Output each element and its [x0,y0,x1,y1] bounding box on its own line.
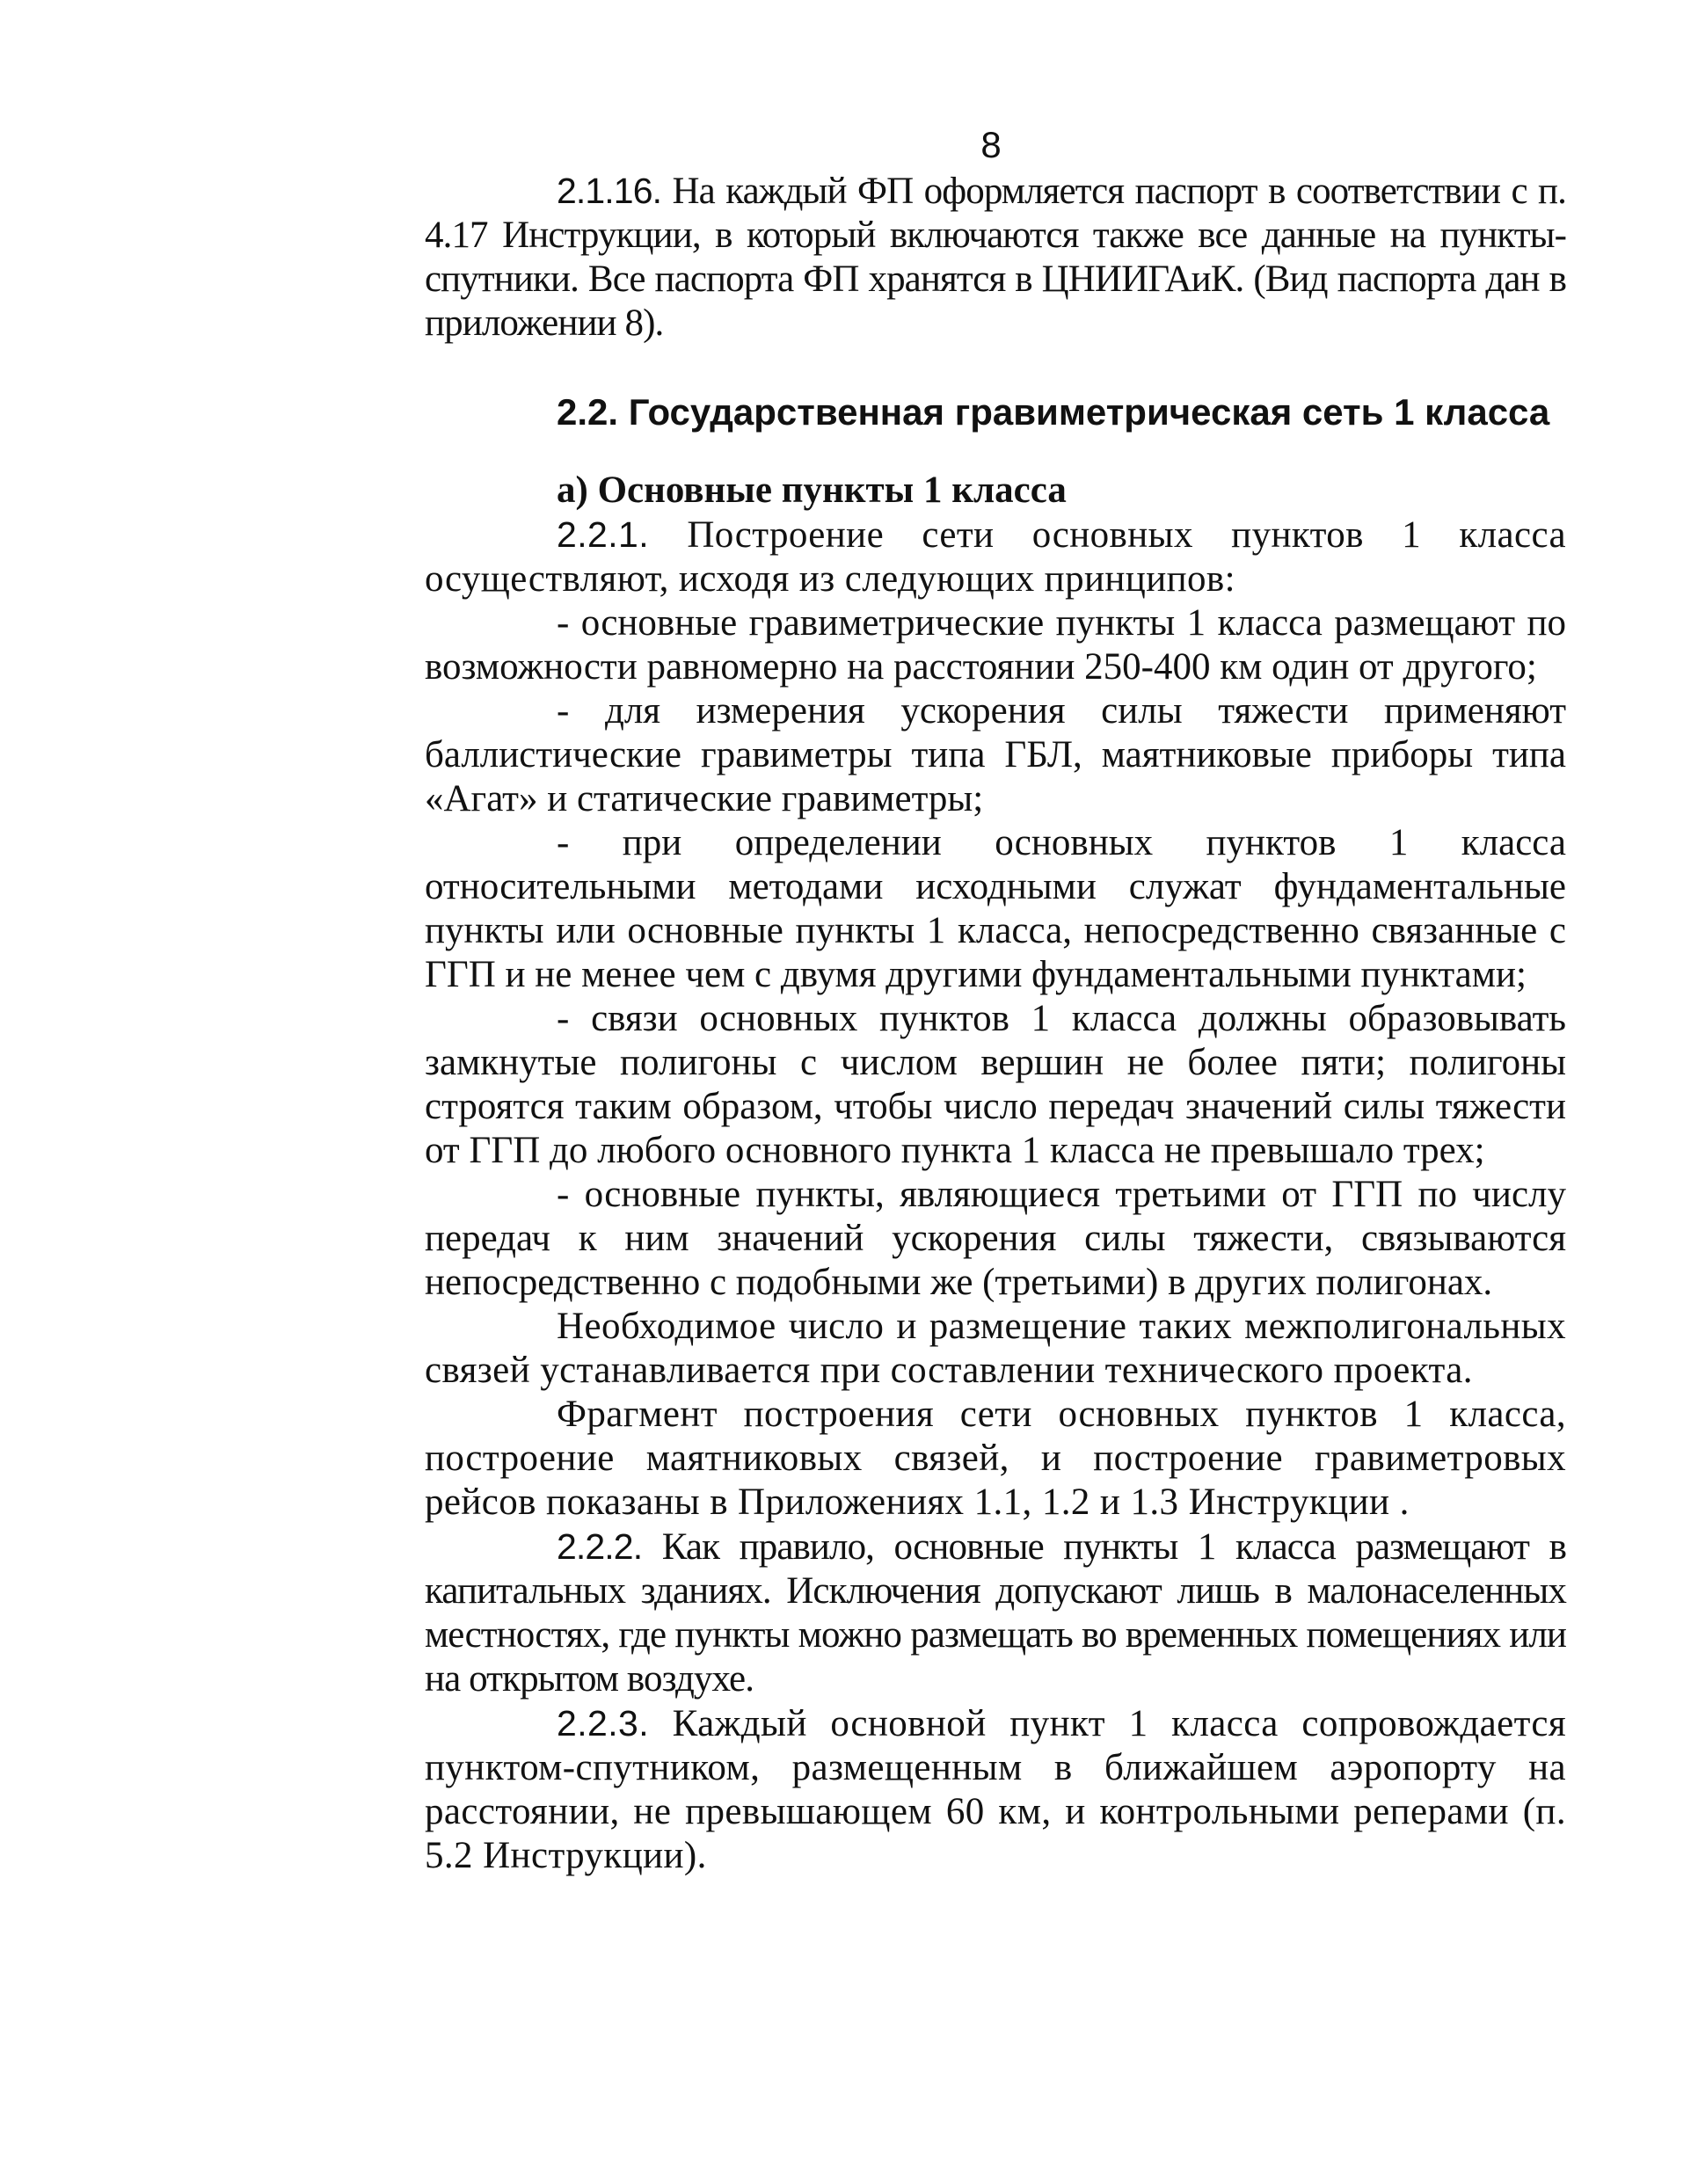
page-content [425,123,1566,1878]
list-item: - для измерения ускорения силы тяжести применяют баллистические гравиметры типа ГБЛ, маятниковые приборы типа «Агат» и статические гравиметры; [425,690,1566,819]
clause-number: 2.1.16. [557,171,662,211]
paragraph-text: Каждый основной пункт 1 класса сопровождается пунктом-спутником, размещенным в ближайшем аэропорту на расстоянии, не превышающем 60 км, и контрольными реперами (п. 5.2 Инструкции). [425,1703,1566,1876]
paragraph-2-2-1 [425,513,1566,601]
paragraph-text: На каждый ФП оформляется паспорт в соответствии с п. 4.17 Инструкции, в который включаются также все данные на пункты-спутники. Все паспорта ФП хранятся в ЦНИИГАиК. (Вид паспорта дан в приложении 8). [425,171,1567,344]
list-item: - основные гравиметрические пункты 1 класса размещают по возможности равномерно на расстоянии 250-400 км один от другого; [425,602,1566,688]
clause-number: 2.2.2. [557,1526,643,1567]
paragraph-text: Как правило, основные пункты 1 класса размещают в капитальных зданиях. Исключения допускают лишь в малонаселенных местностях, где пункты можно размещать во временных помещениях или на открытом воздухе. [425,1526,1566,1700]
clause-number: 2.2.3. [557,1703,649,1744]
paragraph-text: Построение сети основных пунктов 1 класса осуществляют, исходя из следующих принципов: [425,514,1567,600]
list-item: - основные пункты, являющиеся третьими от ГГП по числу передач к ним значений ускорения силы тяжести, связываются непосредственно с подобными же (третьими) в других полигонах. [425,1174,1566,1303]
paragraph-2-1-16 [425,169,1566,346]
list-item: - связи основных пунктов 1 класса должны образовывать замкнутые полигоны с числом вершин не более пяти; полигоны строятся таким образом, чтобы число передач значений силы тяжести от ГГП до любого основного пункта 1 класса не превышало трех; [425,998,1566,1171]
paragraph-fragment: Фрагмент построения сети основных пунктов 1 класса, построение маятниковых связей, и построение гравиметровых рейсов показаны в Приложениях 1.1, 1.2 и 1.3 Инструкции . [425,1394,1566,1523]
section-heading: 2.2. Государственная гравиметрическая сеть 1 класса [557,391,1550,433]
paragraph-2-2-3 [425,1701,1566,1878]
list-item: - при определении основных пунктов 1 класса относительными методами исходными служат фундаментальные пункты или основные пункты 1 класса, непосредственно связанные с ГГП и не менее чем с двумя другими фундаментальными пунктами; [425,822,1566,995]
paragraph-2-2-2 [425,1525,1566,1701]
paragraph-interpolygon: Необходимое число и размещение таких межполигональных связей устанавливается при составлении технического проекта. [425,1306,1566,1391]
clause-number: 2.2.1. [557,514,649,555]
subsection-heading: а) Основные пункты 1 класса [557,470,1067,511]
page-number: 8 [980,124,1002,165]
